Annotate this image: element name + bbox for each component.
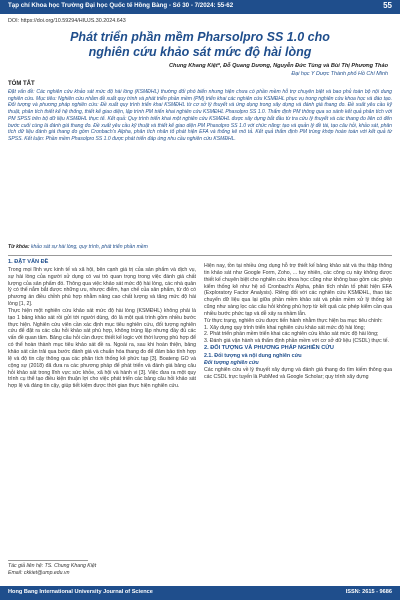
objectives-list [204, 325, 392, 346]
footnote-author: Tác giả liên hệ: TS. Chung Khang Kiệt [8, 563, 97, 569]
section-heading-methods: 2. ĐỐI TƯỢNG VÀ PHƯƠNG PHÁP NGHIÊN CỨU [204, 345, 334, 352]
objectives-lead: Từ thực trạng, nghiên cứu được tiến hành nhằm thực hiện ba mục tiêu chính: [204, 317, 383, 324]
affiliation: Đại học Y Dược Thành phố Hồ Chí Minh [291, 71, 388, 77]
keywords-label: Từ khóa: [8, 244, 30, 250]
left-column [8, 259, 196, 390]
section-divider [8, 255, 392, 256]
section-heading-intro: 1. ĐẶT VẤN ĐỀ [8, 259, 49, 265]
intro-paragraph-1: Trong mọi lĩnh vực kinh tế và xã hội, bên cạnh giá trị của sản phẩm và dịch vụ, sự hài lòng của người sử dụng có vai trò quan trọng trong việc đánh giá chất lượng của sản phẩm đó. Thông qua việc khảo sát mức độ hài lòng, các nhà quản lý có thể nắm bắt được những ưu, nhược điểm, hạn chế của sản phẩm, từ đó có phương án điều chỉnh phù hợp nhằm nâng cao chất lượng và tăng mức độ hài lòng [1, 2]. [8, 266, 196, 308]
methods-paragraph: Các nghiên cứu về lý thuyết xây dựng và đánh giá thang đo tìm kiếm thông qua các CSDL trực tuyến là PubMed và Google Scholar; quy trình xây dựng [204, 366, 392, 380]
list-item: 1. Xây dựng quy trình triển khai nghiên cứu khảo sát mức độ hài lòng; [204, 324, 365, 331]
journal-name: Tạp chí Khoa học Trường Đại học Quốc tế Hồng Bàng - Số 30 - 7/2024: 55-62 [8, 2, 234, 9]
intro-paragraph-3: Hiện nay, tồn tại nhiều ứng dụng hỗ trợ thiết kế bảng khảo sát và thu thập thông tin khảo sát như Google Form, Zoho, ... tuy nhiên, các công cụ này không được thiết kế chuyên biệt cho nghiên cứu khoa học cũng như không bao gồm các phép kiểm thống kê như hệ số Cronbach's Alpha, phân tích nhân tố phát hiện EFA (Exploratory Factor Analysis). Riêng đối với các nghiên cứu KSMĐHL, thao tác chuyển dữ liệu qua lại giữa phần mềm khảo sát và phần mềm xử lý thống kê cũng như sàng lọc các câu hỏi không phù hợp từ kết quả các phép kiểm cần qua nhiều bước phức tạp và dễ xảy ra nhầm lẫn. [204, 263, 392, 317]
footnote-email[interactable]: Email: ckkiet@ump.edu.vn [8, 570, 70, 576]
journal-footer-bar [0, 586, 400, 600]
subsection-heading: 2.1. Đối tượng và nội dung nghiên cứu [204, 352, 302, 359]
doi-link[interactable]: DOI: https://doi.org/10.59294/HIUJS.30.2024.643 [8, 18, 126, 24]
author-list: Chung Khang Kiệt*, Đỗ Quang Dương, Nguyễn Đức Tùng và Bùi Thị Phương Thảo [169, 63, 388, 69]
article-title: Phát triển phần mềm Pharsolpro SS 1.0 cho nghiên cứu khảo sát mức độ hài lòng [70, 30, 330, 59]
keywords-text: khảo sát sự hài lòng, quy trình, phát triển phần mềm [30, 244, 148, 250]
footer-issn: ISSN: 2615 - 9686 [345, 589, 392, 595]
intro-paragraph-2: Thực hiện một nghiên cứu khảo sát mức độ hài lòng (KSMĐHL) không phải là tạo 1 bảng khảo sát rồi gửi tới người dùng, đó là một quá trình gồm nhiều bước thực hiện. Nghiên cứu viên cần xác định mục tiêu nghiên cứu, đối tượng nghiên cứu để đặt ra các câu hỏi khảo sát phù hợp, không trùng lặp nhưng đầy đủ các vấn đề quan tâm. Bảng câu hỏi cần được thiết kế logic với thời lượng phù hợp để có thể hoàn thành mục tiêu khảo sát đề ra. Ngoài ra, sau khi hoàn thiện, bảng khảo sát cần trải qua bước đánh giá và chuẩn hóa thang đo để đảm bảo tính hợp lệ và độ tin cậy thông qua các phân tích thống kê phức tạp [3]. Boateng GO và cộng sự (2018) đã đưa ra các phương pháp để phát triển và đánh giá bảng câu hỏi khảo sát trong lĩnh vực sức khỏe, xã hội và hành vi [3]. Việc đưa ra một quy trình cụ thể tạo điều kiện thuận lợi cho việc phát triển các bảng câu hỏi khảo sát hợp lệ và đáng tin cậy, giúp tiết kiệm được thời gian thực hiện nghiên cứu. [8, 307, 196, 390]
list-item: 3. Đánh giá vận hành và thẩm định phần mềm với cơ sở dữ liệu (CSDL) thực tế. [204, 338, 389, 345]
keywords [8, 244, 392, 251]
page-number: 55 [383, 1, 392, 10]
abstract-heading: TÓM TẮT [8, 81, 35, 87]
footnote-rule [8, 560, 88, 561]
abstract-text: Đặt vấn đề: Các nghiên cứu khảo sát mức độ hài lòng (KSMĐHL) thường đối phó biến nhưng hiện chưa có phần mềm hỗ trợ chuyên biệt và bao phủ toàn bộ nội dung nghiên cứu. Mục tiêu: Nghiên cứu nhằm đề xuất quy trình và phát triển phần mềm (PM) triển khai các nghiên cứu KSMĐHL phục vụ trong nghiên cứu khoa học và đào tạo. Đối tượng và phương pháp nghiên cứu: Đề xuất quy trình triển khai KSMĐHL từ cơ sở lý thuyết và ứng dụng trong xây dựng và đánh giá thang đo. Đề xuất yêu cầu kỹ thuật, phân tích thiết kế hệ thống, thiết kế giao diện, lập trình PM triển khai nghiên cứu KSMĐHL Phasolpro SS 1.0. Thẩm định PM thông qua so sánh kết quả phân tích với PM SPSS trên bộ dữ liệu KSMĐHL thực tế. Kết quả: Quy trình triển khai một nghiên cứu KSMĐHL được xây dựng bắt đầu từ tra cứu lý thuyết và các thang đo liên có đến bước cuối cùng là đánh giá thang đo. Đề xuất yêu cầu kỹ thuật và thiết kế giao diện PM Phasolpro SS 1.0 với chức năng: tạo và quản lý đề tài, tạo câu hỏi, khảo sát, phân tích dữ liệu đánh giá thang đo gồm Cronbach's Alpha, phân tích nhân tố phát hiện EFA và thống kê mô tả. Kết quả thẩm định PM trùng khớp hoàn toàn với kết quả từ SPSS. Kết luận: Phần mềm Phasolpro SS 1.0 được phát triển đáp ứng nhu cầu nghiên cứu KSMĐHL. [8, 89, 392, 142]
corresponding-author [8, 563, 96, 577]
right-column [204, 263, 392, 380]
subsubsection-heading: Đối tượng nghiên cứu [204, 359, 259, 366]
journal-header-bar [0, 0, 400, 14]
list-item: 2. Phát triển phần mềm triển khai các nghiên cứu khảo sát mức độ hài lòng; [204, 331, 379, 338]
footer-journal: Hong Bang International University Journal of Science [8, 589, 153, 595]
